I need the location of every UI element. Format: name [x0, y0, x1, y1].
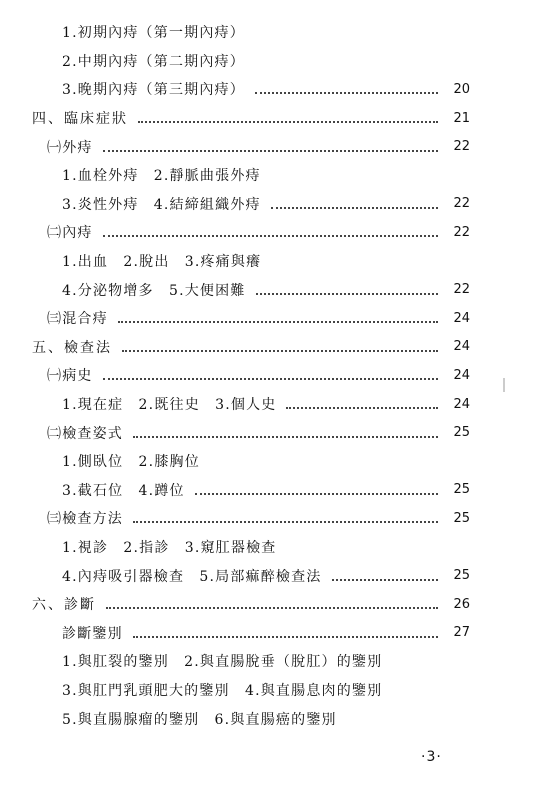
toc-entry: [0, 275, 538, 304]
toc-entry: [0, 676, 538, 705]
toc-entry-title: 3.截石位 4.蹲位: [62, 482, 185, 499]
toc-entry-title: 1.現在症 2.既往史 3.個人史: [62, 397, 277, 414]
toc-entry: [0, 47, 538, 76]
dot-leader: [122, 350, 438, 352]
toc-entry: [0, 618, 538, 647]
dot-leader: [133, 436, 438, 438]
toc-entry-title: ㈢檢查方法: [47, 511, 123, 528]
toc-entry-page: 24: [453, 310, 470, 326]
toc-entry-page: 25: [453, 568, 470, 584]
dot-leader: [133, 521, 438, 523]
toc-entry-title: 診斷鑒別: [62, 625, 123, 642]
toc-entry-title: 1.血栓外痔 2.靜脈曲張外痔: [62, 168, 261, 185]
toc-entry: [0, 361, 538, 390]
dot-leader: [256, 293, 438, 295]
toc-entry-title: ㈡檢查姿式: [47, 425, 123, 442]
toc-entry: [0, 647, 538, 676]
toc-entry: [0, 476, 538, 505]
table-of-contents: [0, 18, 538, 733]
toc-entry: [0, 533, 538, 562]
toc-entry: [0, 104, 538, 133]
toc-entry-title: 1.與肛裂的鑒別 2.與直腸脫垂（脫肛）的鑒別: [62, 654, 383, 671]
dot-leader: [195, 493, 438, 495]
dot-leader: [103, 378, 438, 380]
toc-entry-title: 4.內痔吸引器檢查 5.局部痲醉檢查法: [62, 568, 322, 585]
toc-entry-page: 22: [453, 282, 470, 298]
toc-entry-page: 25: [453, 425, 470, 441]
dot-leader: [332, 579, 438, 581]
toc-entry-page: 22: [453, 224, 470, 240]
toc-entry: [0, 447, 538, 476]
toc-entry-page: 24: [453, 367, 470, 383]
toc-entry-title: 1.側臥位 2.膝胸位: [62, 454, 200, 471]
toc-entry-title: 1.初期內痔（第一期內痔）: [62, 25, 245, 42]
dot-leader: [103, 150, 438, 152]
toc-entry-title: 1.視診 2.指診 3.窺肛器檢查: [62, 539, 277, 556]
scan-edge-mark: [503, 378, 505, 392]
toc-entry: [0, 190, 538, 219]
toc-entry-title: ㈢混合痔: [47, 311, 108, 328]
toc-entry: [0, 247, 538, 276]
toc-entry-title: 5.與直腸腺瘤的鑒別 6.與直腸癌的鑒別: [62, 711, 337, 728]
dot-leader: [106, 607, 438, 609]
toc-entry: [0, 704, 538, 733]
dot-leader: [118, 321, 438, 323]
toc-entry-page: 25: [453, 482, 470, 498]
toc-entry: [0, 504, 538, 533]
dot-leader: [255, 92, 438, 94]
page-number: ·3·: [421, 749, 442, 765]
toc-entry-title: 四、臨床症狀: [32, 111, 128, 128]
toc-entry-title: 六、診斷: [32, 597, 96, 614]
toc-entry: [0, 161, 538, 190]
toc-entry-title: 2.中期內痔（第二期內痔）: [62, 53, 245, 70]
toc-entry-page: 24: [453, 339, 470, 355]
toc-entry-page: 22: [453, 196, 470, 212]
toc-entry-title: 五、檢查法: [32, 339, 112, 356]
toc-entry: [0, 75, 538, 104]
toc-entry: [0, 590, 538, 619]
dot-leader: [286, 407, 438, 409]
toc-entry-title: 1.出血 2.脫出 3.疼痛與癢: [62, 254, 262, 271]
toc-entry-page: 24: [453, 396, 470, 412]
toc-entry: [0, 132, 538, 161]
toc-entry: [0, 333, 538, 362]
toc-entry: [0, 390, 538, 419]
dot-leader: [271, 207, 438, 209]
toc-entry-title: 3.與肛門乳頭肥大的鑒別 4.與直腸息肉的鑒別: [62, 682, 383, 699]
toc-entry: [0, 418, 538, 447]
toc-entry-title: 3.晚期內痔（第三期內痔）: [62, 82, 245, 99]
toc-entry: [0, 304, 538, 333]
toc-entry: [0, 218, 538, 247]
toc-entry-page: 26: [453, 596, 470, 612]
toc-entry-page: 27: [453, 625, 470, 641]
dot-leader: [138, 121, 438, 123]
toc-entry: [0, 18, 538, 47]
toc-entry-page: 25: [453, 510, 470, 526]
toc-entry-title: ㈠外痔: [47, 139, 93, 156]
toc-entry-page: 21: [453, 110, 470, 126]
toc-entry-title: ㈡內痔: [47, 225, 93, 242]
toc-entry-page: 22: [453, 139, 470, 155]
toc-entry-title: 3.炎性外痔 4.結締組織外痔: [62, 196, 261, 213]
toc-entry-title: 4.分泌物增多 5.大便困難: [62, 282, 246, 299]
dot-leader: [103, 235, 438, 237]
toc-entry: [0, 561, 538, 590]
toc-entry-page: 20: [453, 81, 470, 97]
toc-entry-title: ㈠病史: [47, 368, 93, 385]
dot-leader: [133, 636, 438, 638]
